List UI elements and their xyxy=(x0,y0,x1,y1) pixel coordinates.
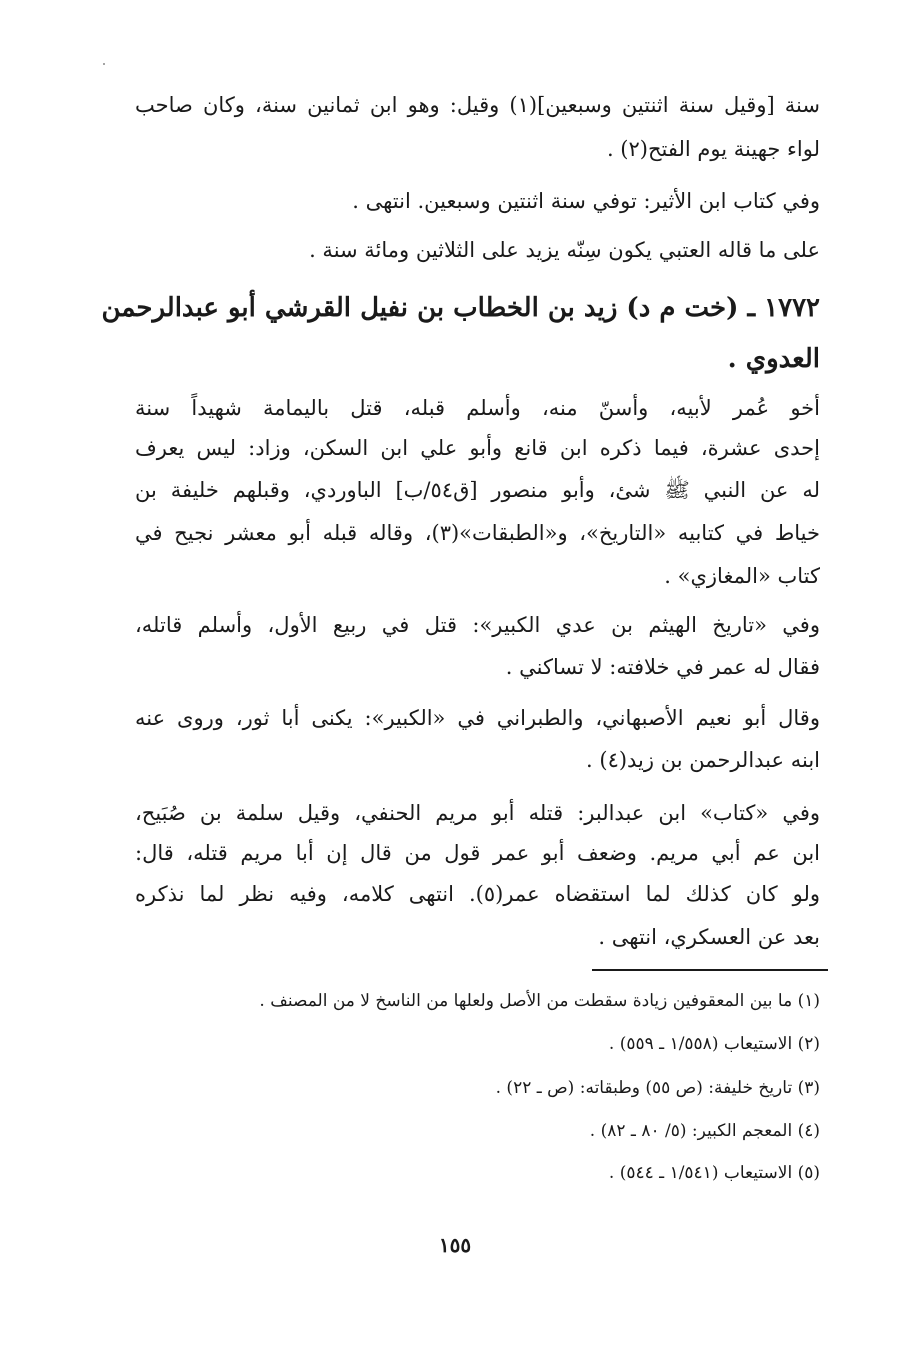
body-line: أخو عُمر لأبيه، وأسنّ منه، وأسلم قبله، قتل باليمامة شهيداً سنة xyxy=(135,396,820,420)
footnote: (١) ما بين المعقوفين زيادة سقطت من الأصل ولعلها من الناسخ لا من المصنف . xyxy=(259,991,820,1011)
body-line: وقال أبو نعيم الأصبهاني، والطبراني في «الكبير»: يكنى أبا ثور، وروى عنه xyxy=(135,706,820,730)
body-line: فقال له عمر في خلافته: لا تساكني . xyxy=(505,655,820,679)
body-line: سنة [وقيل سنة اثنتين وسبعين](١) وقيل: وهو ابن ثمانين سنة، وكان صاحب xyxy=(135,93,820,117)
footnote-separator xyxy=(592,969,828,971)
scan-speck xyxy=(103,63,105,65)
entry-heading: ١٧٧٢ ـ (خت م د) زيد بن الخطاب بن نفيل القرشي أبو عبدالرحمن xyxy=(101,293,820,323)
footnote: (٥) الاستيعاب (١/٥٤١ ـ ٥٤٤) . xyxy=(608,1163,820,1183)
body-line: وفي كتاب ابن الأثير: توفي سنة اثنتين وسبعين. انتهى . xyxy=(352,189,820,213)
entry-heading-continued: العدوي . xyxy=(727,344,820,374)
body-line: بعد عن العسكري، انتهى . xyxy=(598,925,820,949)
page-number: ١٥٥ xyxy=(438,1233,472,1257)
body-line: لواء جهينة يوم الفتح(٢) . xyxy=(606,137,820,161)
body-line: وفي «تاريخ الهيثم بن عدي الكبير»: قتل في ربيع الأول، وأسلم قاتله، xyxy=(135,613,820,637)
footnote: (٢) الاستيعاب (١/٥٥٨ ـ ٥٥٩) . xyxy=(608,1034,820,1054)
body-line: ولو كان كذلك لما استقضاه عمر(٥). انتهى كلامه، وفيه نظر لما نذكره xyxy=(135,882,821,906)
body-line: خياط في كتابيه «التاريخ»، و«الطبقات»(٣)، وقاله قبله أبو معشر نجيح في xyxy=(135,521,820,545)
body-line: ابنه عبدالرحمن بن زيد(٤) . xyxy=(586,748,820,772)
body-line: ابن عم أبي مريم. وضعف أبو عمر قول من قال إن أبا مريم قتله، قال: xyxy=(135,841,820,865)
body-line: على ما قاله العتبي يكون سِنّه يزيد على الثلاثين ومائة سنة . xyxy=(309,238,820,262)
body-line: له عن النبي ﷺ شئ، وأبو منصور [ق٥٤/ب] الباوردي، وقبلهم خليفة بن xyxy=(135,478,821,502)
body-line: إحدى عشرة، فيما ذكره ابن قانع وأبو علي ابن السكن، وزاد: ليس يعرف xyxy=(135,436,820,460)
footnote: (٤) المعجم الكبير: (٥/ ٨٠ ـ ٨٢) . xyxy=(589,1121,820,1141)
body-line: كتاب «المغازي» . xyxy=(664,564,820,588)
body-line: وفي «كتاب» ابن عبدالبر: قتله أبو مريم الحنفي، وقيل سلمة بن صُبَيح، xyxy=(135,801,820,825)
footnote: (٣) تاريخ خليفة: (ص ٥٥) وطبقاته: (ص ـ ٢٢) . xyxy=(495,1078,820,1098)
